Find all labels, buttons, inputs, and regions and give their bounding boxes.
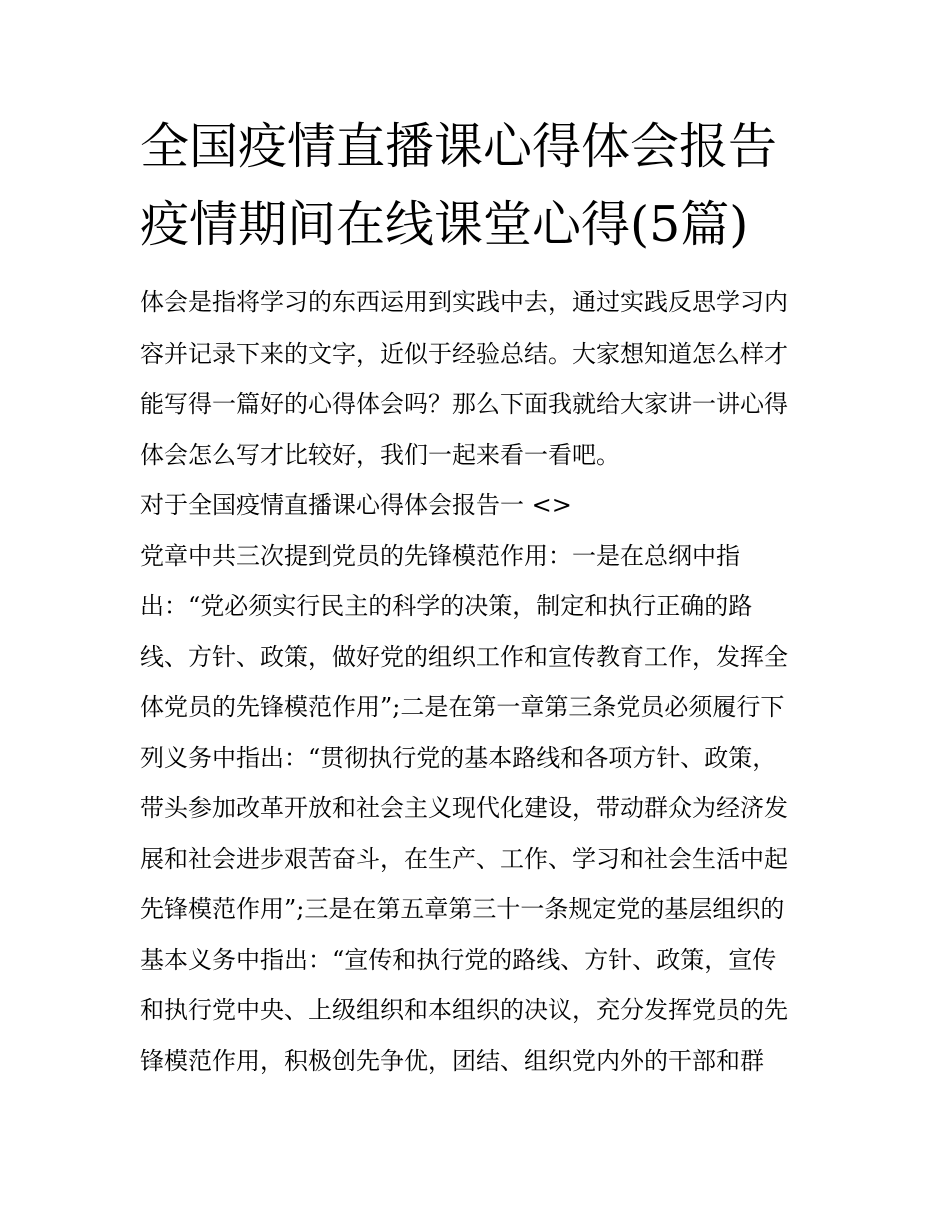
paragraph-line: 出：“党必须实行民主的科学的决策，制定和执行正确的路 <box>140 592 753 620</box>
section-heading: 对于全国疫情直播课心得体会报告一 <> <box>140 491 572 519</box>
paragraph-line: 锋模范作用，积极创先争优，团结、组织党内外的干部和群 <box>140 1047 764 1075</box>
paragraph-line: 党章中共三次提到党员的先锋模范作用：一是在总纲中指 <box>140 542 740 570</box>
document-title-line-2: 疫情期间在线课堂心得(5篇) <box>140 196 749 253</box>
paragraph-line: 列义务中指出：“贯彻执行党的基本路线和各项方针、政策， <box>140 744 777 772</box>
paragraph-line: 展和社会进步艰苦奋斗，在生产、工作、学习和社会生活中起 <box>140 845 788 873</box>
paragraph-line: 线、方针、政策，做好党的组织工作和宣传教育工作，发挥全 <box>140 643 788 671</box>
document-title-line-1: 全国疫情直播课心得体会报告 <box>140 118 778 175</box>
paragraph-line: 和执行党中央、上级组织和本组织的决议，充分发挥党员的先 <box>140 996 788 1024</box>
paragraph-line: 先锋模范作用”;三是在第五章第三十一条规定党的基层组织的 <box>140 895 785 923</box>
paragraph-line: 基本义务中指出：“宣传和执行党的路线、方针、政策，宣传 <box>140 946 777 974</box>
paragraph-line: 容并记录下来的文字，近似于经验总结。大家想知道怎么样才 <box>140 340 788 368</box>
paragraph-line: 带头参加改革开放和社会主义现代化建设，带动群众为经济发 <box>140 794 788 822</box>
paragraph-line: 体党员的先锋模范作用”;二是在第一章第三条党员必须履行下 <box>140 693 785 721</box>
paragraph-line: 体会是指将学习的东西运用到实践中去，通过实践反思学习内 <box>140 288 788 316</box>
paragraph-line: 能写得一篇好的心得体会吗？那么下面我就给大家讲一讲心得 <box>140 390 788 418</box>
paragraph-line: 体会怎么写才比较好，我们一起来看一看吧。 <box>140 441 620 469</box>
